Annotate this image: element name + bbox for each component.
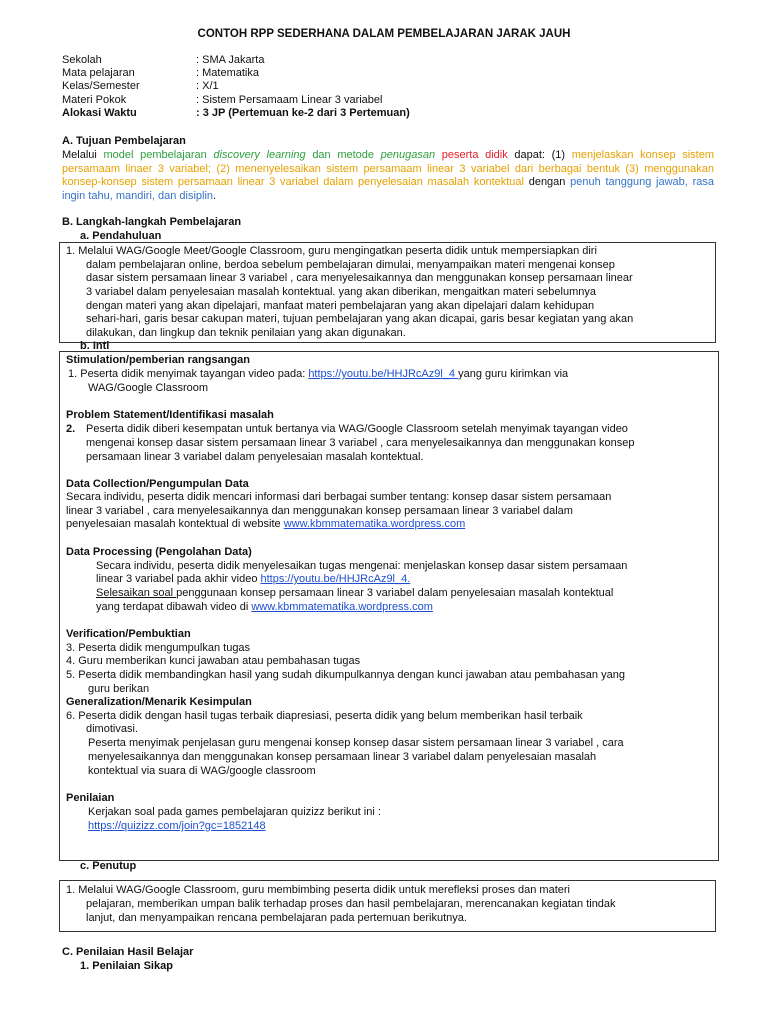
stimulation-text: 1. Peserta didik menyimak tayangan video pada: — [68, 368, 309, 380]
identity-label-school: Sekolah — [62, 54, 102, 66]
section-b-heading: B. Langkah-langkah Pembelajaran — [62, 216, 242, 228]
problem-line: persamaan linear 3 variabel dalam penyelesaian masalah kontektual. — [86, 451, 424, 463]
collection-line: Secara individu, peserta didik mencari informasi dari berbagai sumber tentang: konsep dasar sistem persamaan — [66, 491, 612, 503]
penilaian-sikap-heading: 1. Penilaian Sikap — [80, 960, 173, 972]
website-link[interactable]: www.kbmmatematika.wordpress.com — [283, 518, 466, 530]
verification-line: 5. Peserta didik membandingkan hasil yang sudah dikumpulkannya dengan kunci jawaban atau pembahasan yang — [66, 669, 625, 681]
document-title: CONTOH RPP SEDERHANA DALAM PEMBELAJARAN JARAK JAUH — [197, 28, 571, 40]
generalization-line: menyelesaikannya dan menggunakan konsep persamaan linear 3 variabel dalam penyelesaian masalah — [88, 751, 597, 763]
problem-number: 2. — [66, 423, 76, 435]
identity-value-time: : 3 JP (Pertemuan ke-2 dari 3 Pertemuan) — [196, 107, 410, 119]
quizizz-link[interactable]: https://quizizz.com/join?gc=1852148 — [88, 820, 266, 832]
processing-line-4 — [96, 601, 433, 615]
verification-line: 3. Peserta didik mengumpulkan tugas — [66, 642, 251, 654]
verification-line: guru berikan — [88, 683, 150, 695]
pendahuluan-line: sehari-hari, garis besar cakupan materi, tujuan pembelajaran yang akan dicapai, garis besar kegiatan yang akan — [86, 313, 634, 325]
generalization-line: Peserta menyimak penjelasan guru mengenai konsep konsep dasar sistem persamaan linear 3 variabel , cara — [88, 737, 624, 749]
collection-line: linear 3 variabel , cara menyelesaikannya dan menggunakan konsep persamaan linear 3 variabel dalam — [66, 505, 573, 517]
collection-line-3 — [66, 518, 465, 532]
section-a-paragraph — [62, 149, 714, 203]
stimulation-heading: Stimulation/pemberian rangsangan — [66, 354, 250, 366]
identity-value-subject: : Matematika — [196, 67, 259, 79]
identity-label-subject: Mata pelajaran — [62, 67, 135, 79]
inti-heading: b. Inti — [80, 340, 110, 352]
youtube-link[interactable]: https://youtu.be/HHJRcAz9l_4 — [308, 368, 459, 380]
problem-line: Peserta didik diberi kesempatan untuk bertanya via WAG/Google Classroom setelah menyimak tayangan video — [86, 423, 628, 435]
problem-line: mengenai konsep dasar sistem persamaan linear 3 variabel , cara menyelesaikannya dan menggunakan konsep — [86, 437, 635, 449]
pendahuluan-line: dilakukan, dan lingkup dan teknik penilaian yang akan digunakan. — [86, 327, 406, 339]
section-a-text: Melalui — [62, 149, 104, 161]
penutup-line: lanjut, dan menyampaikan rencana pembelajaran pada pertemuan berikutnya. — [86, 912, 467, 924]
pendahuluan-line: dalam pembelajaran online, berdoa sebelum pembelajaran dimulai, menyampaikan materi mengenai konsep — [86, 259, 615, 271]
discovery-learning-text: discovery learning — [213, 149, 306, 161]
penutup-line: 1. Melalui WAG/Google Classroom, guru membimbing peserta didik untuk merefleksi proses dan materi — [66, 884, 570, 896]
pendahuluan-line: dasar sistem persamaan linear 3 variabel , cara menyelesaikannya dan menggunakan konsep persamaan linear — [86, 272, 633, 284]
generalization-heading: Generalization/Menarik Kesimpulan — [66, 696, 252, 708]
generalization-line: kontektual via suara di WAG/google classroom — [88, 765, 316, 777]
pendahuluan-heading: a. Pendahuluan — [80, 230, 162, 242]
peserta-didik-text: peserta didik — [435, 149, 508, 161]
method-text: dan metode — [305, 149, 381, 161]
processing-line-3 — [96, 587, 613, 601]
identity-value-class: : X/1 — [196, 80, 219, 92]
stimulation-line — [68, 368, 568, 382]
period-text: . — [213, 189, 217, 202]
identity-value-topic: : Sistem Persamaam Linear 3 variabel — [196, 94, 383, 106]
processing-text-4: yang terdapat dibawah video di — [96, 601, 252, 613]
penilaian-heading: Penilaian — [66, 792, 115, 804]
identity-value-school: : SMA Jakarta — [196, 54, 265, 66]
penugasan-text: penugasan — [380, 149, 436, 161]
attitude-text: penuh tanggung jawab, rasa ingin tahu, mandiri, dan disiplin — [62, 176, 714, 202]
identity-label-time: Alokasi Waktu — [62, 107, 137, 119]
verification-heading: Verification/Pembuktian — [66, 628, 191, 640]
website-link-2[interactable]: www.kbmmatematika.wordpress.com — [251, 601, 433, 613]
section-c-heading: C. Penilaian Hasil Belajar — [62, 946, 194, 958]
processing-text: linear 3 variabel pada akhir video — [96, 573, 261, 585]
stimulation-text-end: yang guru kirimkan via — [458, 368, 569, 380]
pendahuluan-line: 1. Melalui WAG/Google Meet/Google Classroom, guru mengingatkan peserta didik untuk mempersiapkan diri — [66, 245, 597, 257]
dengan-text: dengan — [523, 176, 571, 189]
section-a-heading: A. Tujuan Pembelajaran — [62, 135, 186, 147]
selesaikan-soal-text: Selesaikan soal — [96, 587, 177, 599]
processing-line-2 — [96, 573, 410, 587]
dapat-text: dapat: (1) — [507, 149, 572, 161]
collection-heading: Data Collection/Pengumpulan Data — [66, 478, 249, 490]
generalization-line: dimotivasi. — [86, 723, 138, 735]
collection-text: penyelesaian masalah kontektual di website — [66, 518, 284, 530]
problem-heading: Problem Statement/Identifikasi masalah — [66, 409, 274, 421]
identity-label-topic: Materi Pokok — [62, 94, 127, 106]
penilaian-text: Kerjakan soal pada games pembelajaran quizizz berikut ini : — [88, 806, 381, 818]
stimulation-line-2: WAG/Google Classroom — [88, 382, 209, 394]
youtube-link-2[interactable]: https://youtu.be/HHJRcAz9l_4. — [260, 573, 411, 585]
verification-line: 4. Guru memberikan kunci jawaban atau pembahasan tugas — [66, 655, 361, 667]
processing-text-3: penggunaan konsep persamaan linear 3 variabel dalam penyelesaian masalah kontektual — [176, 587, 614, 599]
model-text: model pembelajaran — [103, 149, 214, 161]
pendahuluan-line: dengan materi yang akan dipelajari, manfaat materi pembelajaran yang akan dipelajari dalam kehidupan — [86, 300, 595, 312]
penutup-line: pelajaran, memberikan umpan balik terhadap proses dan hasil pembelajaran, merencanakan kegiatan tindak — [86, 898, 616, 910]
identity-label-class: Kelas/Semester — [62, 80, 140, 92]
processing-line: Secara individu, peserta didik menyelesaikan tugas mengenai: menjelaskan konsep dasar sistem persamaan — [96, 560, 628, 572]
pendahuluan-line: 3 variabel dalam penyelesaian masalah kontektual. yang akan diberikan, mengaitkan materi sebelumnya — [86, 286, 596, 298]
objectives-text: menjelaskan konsep sistem persamaam linaer 3 variabel; (2) menenyelesaikan sistem persamaam linear 3 variabel dari berbagai bentuk (3) menggunakan konsep-konsep sistem persamaan linear 3 variabel dalam penyelesaian masalah kontektual — [62, 149, 714, 189]
generalization-line: 6. Peserta didik dengan hasil tugas terbaik diapresiasi, peserta didik yang belum memberikan hasil terbaik — [66, 710, 583, 722]
penutup-heading: c. Penutup — [80, 860, 137, 872]
processing-heading: Data Processing (Pengolahan Data) — [66, 546, 252, 558]
